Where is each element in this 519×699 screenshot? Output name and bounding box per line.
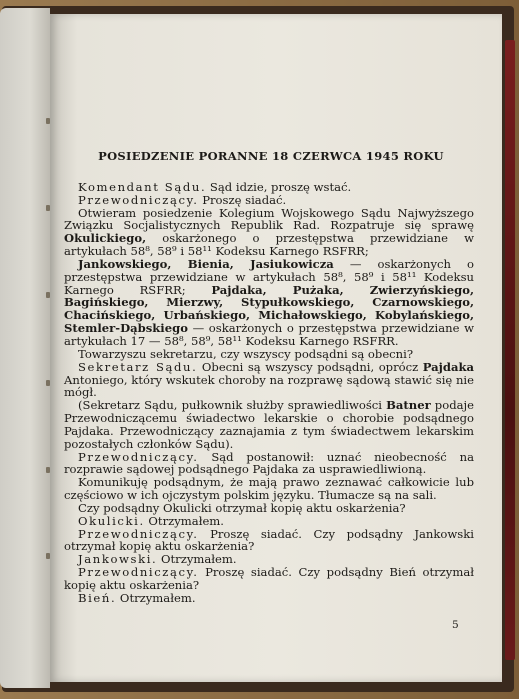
speech: Otrzymałem. [157, 552, 237, 567]
speech: Proszę siadać. [198, 192, 287, 207]
speech: Sąd postanowił: uznać nieobecność na rozprawie sądowej podsądnego Pajdaka za usprawiedliwioną. [64, 449, 474, 477]
speech: (Sekretarz Sądu, pułkownik służby sprawiedliwości [78, 398, 387, 413]
speech: Otrzymałem. [144, 513, 224, 528]
left-page-edge [0, 8, 50, 688]
speaker: Komendant Sądu. [78, 179, 207, 194]
speaker: Okulicki. [78, 513, 145, 528]
speaker: Bień. [78, 590, 117, 605]
paragraph [64, 451, 474, 477]
speaker: Przewodniczący. [78, 565, 199, 580]
speech: Proszę siadać. Czy podsądny Bień otrzymał kopię aktu oskarżenia? [64, 565, 474, 592]
speaker: Przewodniczący. [78, 192, 199, 207]
speech: — oskarżonych o przestępstwa przewidziane w artykułach 17 — 58⁸, 58⁹, 58¹¹ Kodeksu Karnego RSFRR. [64, 321, 474, 348]
paragraph [64, 566, 474, 592]
cover-binding [505, 40, 515, 660]
paragraph [64, 528, 474, 554]
defendant-name: Okulickiego, [64, 231, 147, 246]
speaker: Przewodniczący. [78, 526, 199, 541]
paragraph: Komunikuję podsądnym, że mają prawo zeznawać całkowicie lub częściowo w ich ojczystym polskim języku. Tłumacze są na sali. [64, 475, 474, 503]
paragraph: Towarzyszu sekretarzu, czy wszyscy podsądni są obecni? [78, 346, 414, 361]
speech: Antoniego, który wskutek choroby na rozprawę sądową stawić się nie mógł. [64, 372, 474, 400]
paragraph: Czy podsądny Okulicki otrzymał kopię aktu oskarżenia? [78, 500, 406, 515]
paragraph [64, 399, 474, 450]
page-text [64, 150, 474, 605]
page-number: 5 [452, 619, 459, 631]
speech: podaje Przewodniczącemu świadectwo lekarskie o chorobie podsądnego Pajdaka. Przewodniczący zaznajamia z tym świadectwem lekarskim pozostałych członków Sądu). [64, 398, 474, 451]
speech: Sąd idzie, proszę wstać. [206, 179, 352, 194]
speech: Proszę siadać. Czy podsądny Jankowski otrzymał kopię aktu oskarżenia? [64, 526, 474, 554]
session-title: POSIEDZENIE PORANNE 18 CZERWCA 1945 ROKU [98, 149, 444, 163]
speaker: Sekretarz Sądu. [78, 359, 198, 374]
defendant-name: Pajdaka [422, 359, 474, 374]
paragraph [64, 361, 474, 400]
speech: Otwieram posiedzenie Kolegium Wojskowego Sądu Najwyższego Związku Socjalistycznych Republik Rad. Rozpatruje się sprawę [64, 205, 474, 233]
defendant-names: Jankowskiego, Bienia, Jasiukowicza [78, 256, 334, 271]
speech: oskarżonego o przestępstwa przewidziane w artykułach 58⁸, 58⁹ i 58¹¹ Kodeksu Karnego RSFRR; [64, 231, 474, 259]
speaker: Jankowski. [78, 552, 158, 567]
officer-name: Batner [386, 398, 431, 413]
speech: — oskarżonych o przestępstwa przewidziane w artykułach 58⁸, 58⁹ i 58¹¹ Kodeksu Karnego RSFRR; [64, 256, 474, 297]
speech: Otrzymałem. [116, 590, 196, 605]
paragraph [64, 207, 474, 258]
speaker: Przewodniczący. [78, 449, 199, 464]
paragraph [64, 592, 474, 605]
defendant-names: Pajdaka, Pużaka, Zwierzyńskiego, Bagińskiego, Mierzwy, Stypułkowskiego, Czarnowskiego, Chacińskiego, Urbańskiego, Michałowskiego, Kobylańskiego, Stemler-Dąbskiego [64, 282, 474, 336]
paragraph [64, 258, 474, 348]
speech: Obecni są wszyscy podsądni, oprócz [197, 359, 423, 374]
